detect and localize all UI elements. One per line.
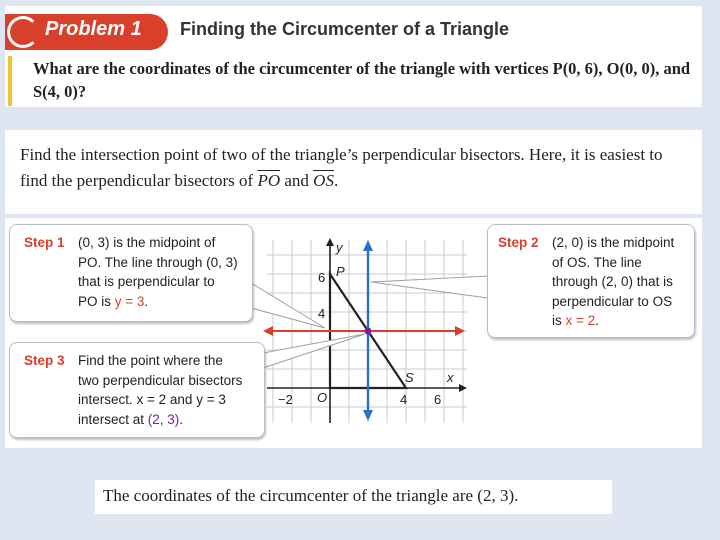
step1-text bbox=[78, 233, 253, 311]
step3-line1: Find the point where the bbox=[78, 353, 223, 368]
origin-label: O bbox=[317, 390, 328, 405]
y-tick-6: 6 bbox=[318, 270, 326, 285]
point-p-label: P bbox=[336, 264, 345, 279]
step1-card bbox=[9, 224, 253, 322]
bisector-y3-left-arrow-icon bbox=[263, 326, 273, 336]
intro-panel bbox=[5, 130, 702, 214]
step1-equation: y = 3 bbox=[114, 293, 145, 309]
y-tick-4: 4 bbox=[318, 306, 326, 321]
step3-text bbox=[78, 351, 264, 429]
intro-text bbox=[20, 142, 690, 194]
step1-pointer bbox=[251, 283, 325, 328]
conclusion-text: The coordinates of the circumcenter of the triangle are (2, 3). bbox=[103, 486, 519, 505]
logo-icon bbox=[7, 16, 39, 48]
figure-panel bbox=[5, 218, 702, 448]
x-tick-4: 4 bbox=[400, 392, 408, 407]
step3-card bbox=[9, 342, 265, 438]
step2-text bbox=[552, 233, 694, 331]
x-axis-label: x bbox=[447, 370, 454, 385]
step2-equation: x = 2 bbox=[565, 313, 596, 328]
step2-line1: (2, 0) is the midpoint bbox=[552, 235, 675, 250]
problem-question: What are the coordinates of the circumcenter of the triangle with vertices P(0, 6), O(0, 0), and S(4, 0)? bbox=[33, 59, 691, 101]
intro-and: and bbox=[280, 171, 314, 190]
step3-label: Step 3 bbox=[24, 353, 65, 368]
x-tick-neg2: −2 bbox=[278, 392, 293, 407]
step1-line4-c: . bbox=[144, 293, 149, 309]
step1-label: Step 1 bbox=[24, 235, 65, 250]
problem-badge bbox=[5, 14, 168, 50]
problem-label: Problem 1 bbox=[45, 18, 142, 40]
step1-line1: (0, 3) is the midpoint of bbox=[78, 235, 216, 250]
step2-line5 bbox=[552, 311, 694, 331]
segment-os: $\overline{OS}$ bbox=[313, 171, 334, 190]
step2-label: Step 2 bbox=[498, 235, 539, 250]
y-axis-label: y bbox=[336, 240, 343, 255]
step3-line3: intersect. x = 2 and y = 3 bbox=[78, 392, 226, 407]
problem-panel bbox=[5, 6, 702, 107]
step2-pointer bbox=[371, 276, 488, 298]
step1-line3: that is perpendicular to bbox=[78, 274, 215, 289]
bisector-x2-bottom-arrow-icon bbox=[363, 410, 373, 421]
x-tick-6: 6 bbox=[434, 392, 442, 407]
circumcenter-point bbox=[365, 328, 372, 335]
step2-line2: of OS. The line bbox=[552, 254, 642, 270]
step1-line4 bbox=[78, 292, 253, 312]
step1-line2: PO. The line through (0, 3) bbox=[78, 254, 238, 270]
problem-title: Finding the Circumcenter of a Triangle bbox=[180, 19, 510, 39]
conclusion-panel bbox=[95, 480, 612, 514]
step2-card bbox=[487, 224, 695, 338]
accent-bar bbox=[8, 56, 12, 106]
step3-line4-a: intersect at bbox=[78, 411, 148, 427]
step2-line4: perpendicular to OS bbox=[552, 293, 673, 309]
point-s-label: S bbox=[405, 370, 414, 385]
step3-line2: two perpendicular bisectors bbox=[78, 372, 243, 388]
intro-end: . bbox=[333, 171, 339, 190]
y-axis-arrow-icon bbox=[326, 238, 334, 246]
step3-line4-c: . bbox=[179, 411, 184, 427]
step1-line4-a: PO is bbox=[78, 293, 115, 309]
step2-line5-a: is bbox=[552, 313, 566, 328]
step2-line3: through (2, 0) that is bbox=[552, 274, 673, 289]
segment-po: $\overline{PO}$ bbox=[257, 171, 281, 190]
step3-pointer bbox=[263, 334, 365, 368]
intro-body: Find the intersection point of two of the triangle’s perpendicular bisectors. Here, it is easiest to find the perpendicular bisectors of bbox=[20, 145, 663, 190]
step3-point: (2, 3) bbox=[147, 411, 180, 427]
bisector-x2-top-arrow-icon bbox=[363, 240, 373, 251]
step2-line5-c: . bbox=[595, 313, 599, 328]
step3-line4 bbox=[78, 410, 264, 430]
